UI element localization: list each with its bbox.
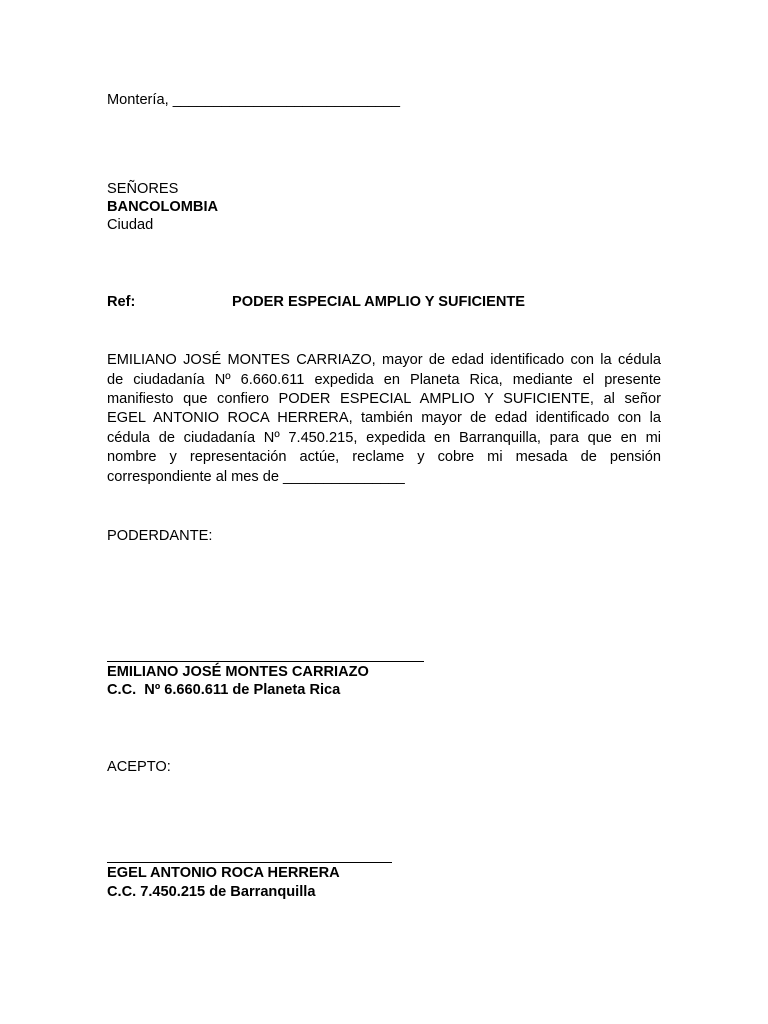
- grantee-name: EGEL ANTONIO ROCA HERRERA: [107, 865, 340, 881]
- body-line-1: EMILIANO JOSÉ MONTES CARRIAZO, mayor de edad identificado con la cédula: [107, 352, 661, 368]
- body-line-3: manifiesto que confiero PODER ESPECIAL AMPLIO Y SUFICIENTE, al señor: [107, 391, 661, 407]
- grantee-label: ACEPTO:: [107, 759, 171, 775]
- body-line-4: EGEL ANTONIO ROCA HERRERA, también mayor de edad identificado con la: [107, 410, 661, 426]
- place-date-line: Montería, ____________________________: [107, 92, 400, 108]
- grantor-id: C.C. Nº 6.660.611 de Planeta Rica: [107, 682, 341, 698]
- grantor-label: PODERDANTE:: [107, 528, 213, 544]
- body-line-6: nombre y representación actúe, reclame y cobre mi mesada de pensión: [107, 449, 661, 465]
- recipient-city: Ciudad: [107, 217, 154, 233]
- body-line-5: cédula de ciudadanía Nº 7.450.215, expedida en Barranquilla, para que en mi: [107, 430, 661, 446]
- recipient-salutation: SEÑORES: [107, 181, 179, 197]
- grantor-signature-line: [107, 661, 424, 662]
- body-line-7: correspondiente al mes de _______________: [107, 469, 405, 485]
- grantee-signature-line: [107, 862, 392, 863]
- grantor-name: EMILIANO JOSÉ MONTES CARRIAZO: [107, 664, 369, 680]
- reference-subject: PODER ESPECIAL AMPLIO Y SUFICIENTE: [232, 294, 526, 310]
- body-line-2: de ciudadanía Nº 6.660.611 expedida en Planeta Rica, mediante el presente: [107, 372, 661, 388]
- recipient-bank-name: BANCOLOMBIA: [107, 199, 219, 215]
- grantee-id: C.C. 7.450.215 de Barranquilla: [107, 884, 316, 900]
- reference-label: Ref:: [107, 294, 136, 310]
